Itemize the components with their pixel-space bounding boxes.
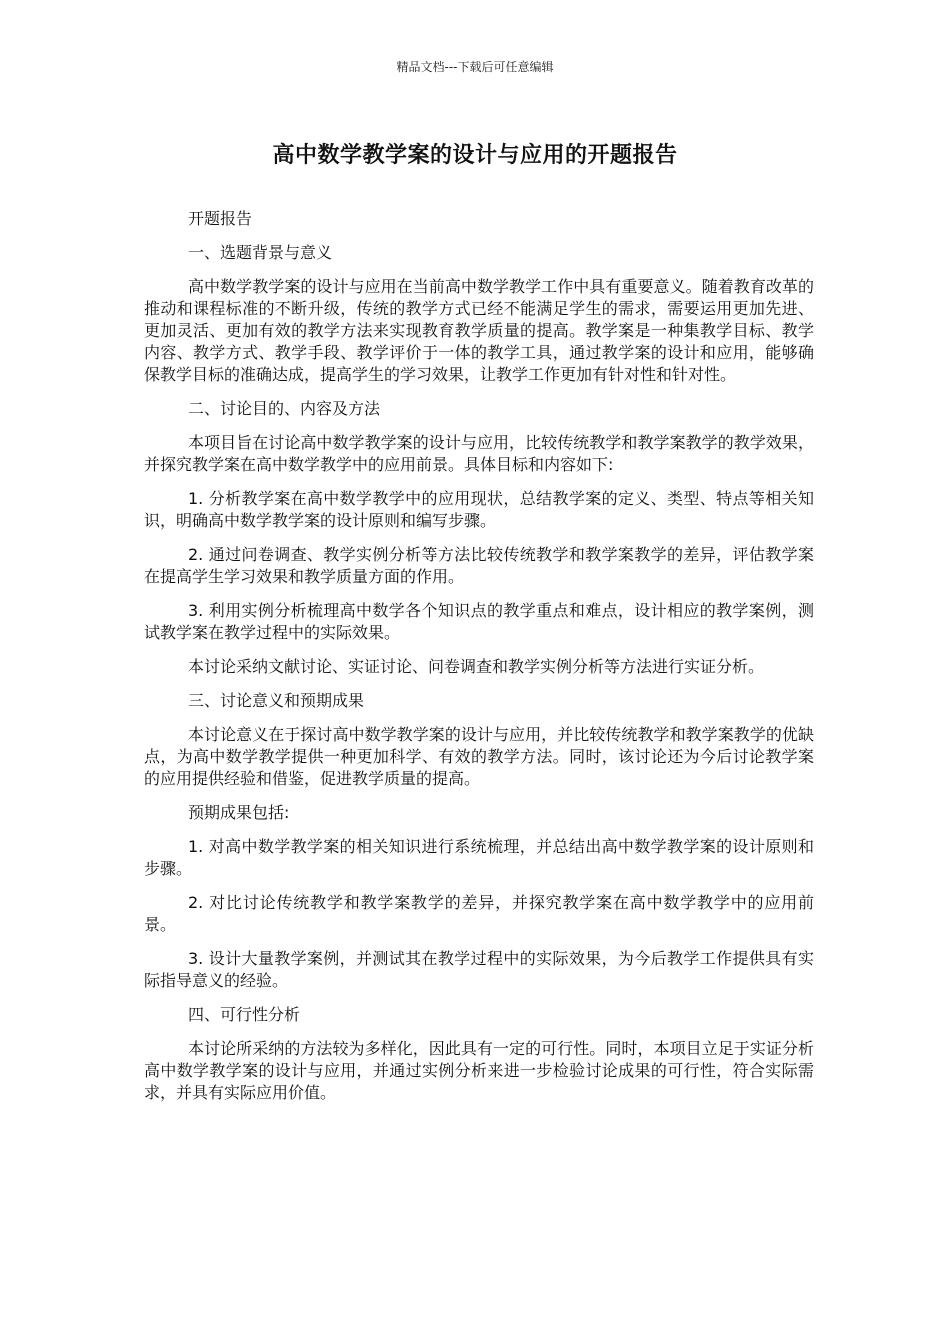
paragraph-background: 高中数学教学案的设计与应用在当前高中数学教学工作中具有重要意义。随着教育改革的推动和课程标准的不断升级，传统的教学方式已经不能满足学生的需求，需要运用更加先进、更加灵活、更加有效的教学方法来实现教育教学质量的提高。教学案是一种集教学目标、教学内容、教学方式、教学手段、教学评价于一体的教学工具，通过教学案的设计和应用，能够确保教学目标的准确达成，提高学生的学习效果，让教学工作更加有针对性和针对性。 <box>144 277 814 384</box>
page-header: 精品文档---下载后可任意编辑 <box>396 60 554 74</box>
list-item-goal-1: 1. 分析教学案在高中数学教学中的应用现状，总结教学案的定义、类型、特点等相关知识，明确高中数学教学案的设计原则和编写步骤。 <box>144 489 814 530</box>
list-item-outcome-3: 3. 设计大量教学案例，并测试其在教学过程中的实际效果，为今后教学工作提供具有实际指导意义的经验。 <box>144 949 814 990</box>
list-item-goal-3: 3. 利用实例分析梳理高中数学各个知识点的教学重点和难点，设计相应的教学案例，测试教学案在教学过程中的实际效果。 <box>144 601 814 642</box>
document-title: 高中数学教学案的设计与应用的开题报告 <box>272 143 678 168</box>
list-item-outcome-2: 2. 对比讨论传统教学和教学案教学的差异，并探究教学案在高中数学教学中的应用前景。 <box>144 893 814 934</box>
paragraph-expected-intro: 预期成果包括: <box>188 803 290 822</box>
section-heading-significance: 三、讨论意义和预期成果 <box>188 691 365 710</box>
section-heading-background: 一、选题背景与意义 <box>188 243 333 262</box>
list-item-outcome-1: 1. 对高中数学教学案的相关知识进行系统梳理，并总结出高中数学教学案的设计原则和步骤。 <box>144 837 814 878</box>
paragraph-methods: 本讨论采纳文献讨论、实证讨论、问卷调查和教学实例分析等方法进行实证分析。 <box>188 657 765 676</box>
section-heading-purpose: 二、讨论目的、内容及方法 <box>188 399 381 418</box>
paragraph-significance: 本讨论意义在于探讨高中数学教学案的设计与应用，并比较传统教学和教学案教学的优缺点，为高中数学教学提供一种更加科学、有效的教学方法。同时，该讨论还为今后讨论教学案的应用提供经验和借鉴，促进教学质量的提高。 <box>144 725 814 788</box>
paragraph-feasibility: 本讨论所采纳的方法较为多样化，因此具有一定的可行性。同时，本项目立足于实证分析高中数学教学案的设计与应用，并通过实例分析来进一步检验讨论成果的可行性，符合实际需求，并具有实际应用价值。 <box>144 1039 814 1102</box>
heading-report: 开题报告 <box>188 209 253 228</box>
section-heading-feasibility: 四、可行性分析 <box>188 1005 301 1024</box>
paragraph-purpose: 本项目旨在讨论高中数学教学案的设计与应用，比较传统教学和教学案教学的教学效果，并探究教学案在高中数学教学中的应用前景。具体目标和内容如下: <box>144 433 814 474</box>
document-body <box>144 208 814 1116</box>
list-item-goal-2: 2. 通过问卷调查、教学实例分析等方法比较传统教学和教学案教学的差异，评估教学案在提高学生学习效果和教学质量方面的作用。 <box>144 545 814 586</box>
